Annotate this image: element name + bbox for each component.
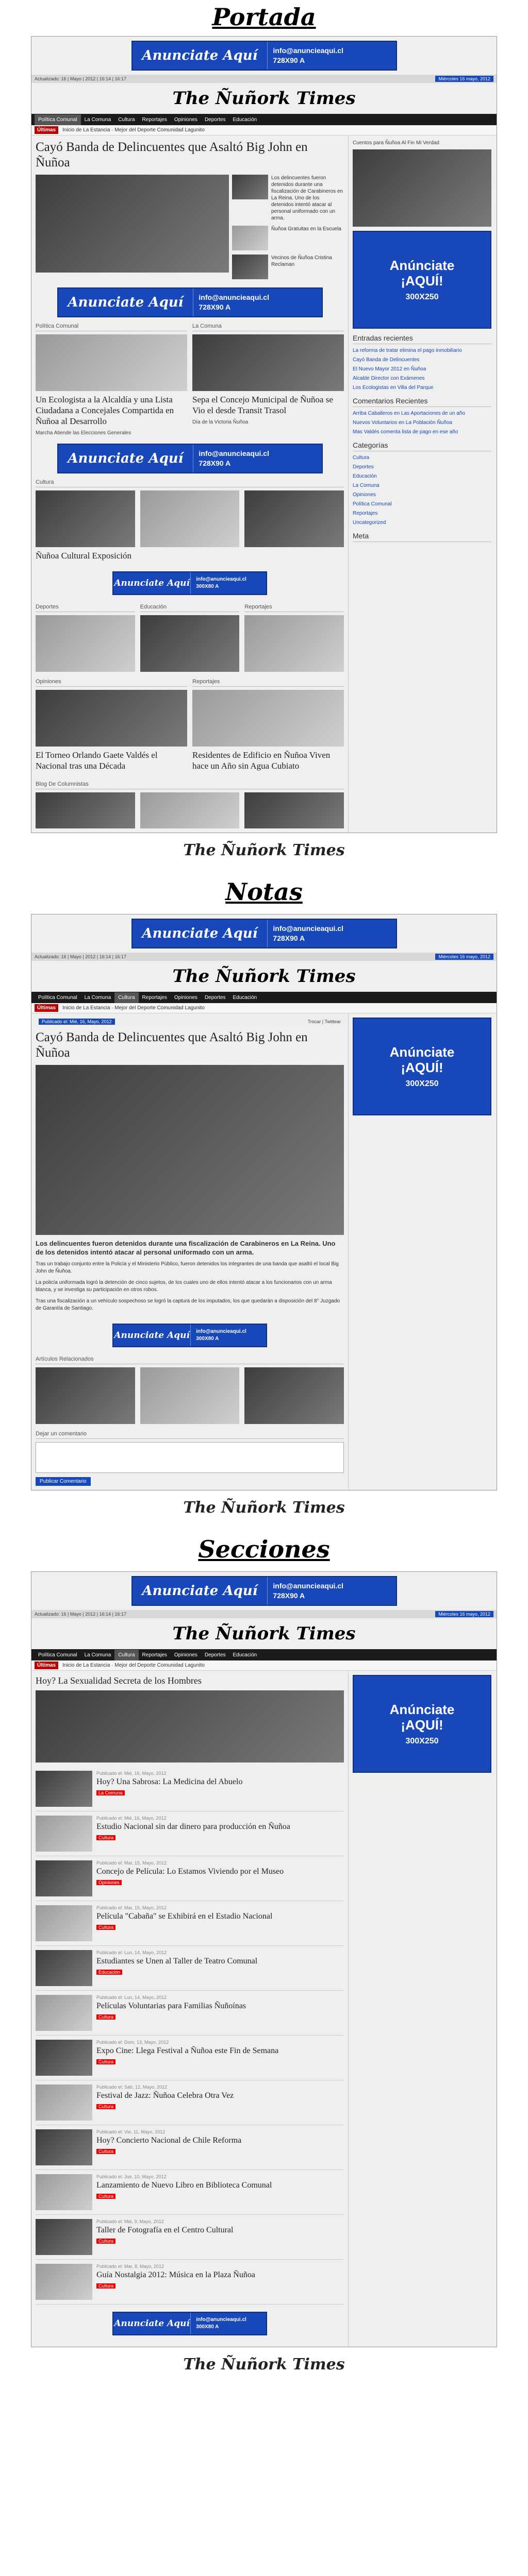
article-date: Publicado el: Mié, 16, Mayo, 2012 (39, 1019, 115, 1025)
ad-email: info@anuncieaqui.cl (196, 2317, 246, 2323)
sidebar-comment[interactable]: Arriba Caballeros en Las Aportaciones de un año (353, 411, 465, 416)
ticker-text[interactable]: Inicio de La Estancia · Mejor del Deporte Comunidad Lagunito (62, 1005, 205, 1011)
topbar (31, 1610, 497, 1618)
listing-title[interactable]: Concejo de Película: Lo Estamos Viviendo por el Museo (96, 1867, 284, 1876)
politica-story-2[interactable]: Marcha Atiende las Elecciones Generales (36, 430, 131, 436)
col-politica (36, 321, 187, 439)
hero-side-text-3: Vecinos de Ñuñoa Cristina Reclaman (271, 255, 332, 267)
politica-image[interactable] (36, 334, 187, 391)
listing-category-badge[interactable]: Cultura (96, 2104, 116, 2109)
listing-date: Publicado el: Mar, 15, Mayo, 2012 (96, 1905, 167, 1910)
article-p3: Tras una fiscalización a un vehículo sospechoso se logró la captura de los imputados, los que quedarán a disposición del 8° Juzgado de Garantía de Santiago. (36, 1298, 340, 1311)
sidebar-category[interactable]: Reportajes (353, 511, 378, 516)
listing-thumb (36, 2084, 92, 2121)
mid-ad-row-2 (36, 439, 344, 478)
article-ad-row (36, 1316, 344, 1354)
listing-title[interactable]: Estudio Nacional sin dar dinero para producción en Ñuñoa (96, 1822, 290, 1831)
listing-title[interactable]: Expo Cine: Llega Festival a Ñuñoa este Fin de Semana (96, 2046, 279, 2055)
ad-brand: Anunciate Aquí (114, 2318, 190, 2329)
notas-grid (31, 1013, 497, 1490)
cultura-image-2 (140, 490, 240, 547)
side-ad-line2: ¡AQUÍ! (401, 1717, 443, 1733)
section-head-deportes[interactable]: Deportes (36, 602, 135, 612)
article-lead: Los delincuentes fueron detenidos durante una fiscalización de Carabineros en La Reina. Uno de los detenidos intentó atacar al personal uniformado con un arma. (36, 1240, 336, 1256)
nav-item-reportajes[interactable]: Reportajes (142, 1652, 167, 1658)
cultura-item-1[interactable] (36, 490, 135, 547)
side-ad-num: 300X250 (405, 1737, 439, 1745)
related-image-2 (140, 1367, 240, 1424)
part-title-portada: Portada (212, 3, 316, 31)
ad-brand: Anunciate Aquí (142, 48, 258, 63)
sidebar-category[interactable]: Educación (353, 473, 377, 479)
related-item-2[interactable] (140, 1367, 240, 1424)
secciones-main (31, 1671, 348, 2347)
topbar-updated: Actualizado: 16 | Mayo | 2012 | 16:14 | 16:17 (35, 76, 126, 81)
listing-title[interactable]: Festival de Jazz: Ñuñoa Celebra Otra Vez (96, 2091, 234, 2100)
sidebar-category[interactable]: Opiniones (353, 492, 376, 498)
ad-contact (267, 42, 395, 70)
hero-row (36, 175, 344, 283)
side-ad-line1: Anúnciate (389, 1044, 455, 1060)
listing-date: Publicado el: Mié, 16, Mayo, 2012 (96, 1816, 167, 1821)
notas-frame (31, 914, 497, 1490)
sidebar-comment[interactable]: Nuevos Voluntarios en La Población Ñuñoa (353, 420, 452, 426)
topbar-date: Miércoles 16 mayo, 2012 (435, 76, 493, 82)
hero-side-item-3[interactable] (232, 255, 343, 279)
notas-top-ad[interactable] (131, 919, 397, 948)
listing-thumb (36, 2174, 92, 2210)
sections-row-1 (36, 321, 344, 439)
listing-date: Publicado el: Mar, 15, Mayo, 2012 (96, 1860, 167, 1866)
col-comuna (192, 321, 344, 439)
listing-item[interactable] (36, 1811, 344, 1856)
topbar (31, 75, 497, 83)
hero-side-item-2[interactable] (232, 226, 343, 250)
article-image[interactable] (36, 1065, 344, 1235)
sidebar-image[interactable] (353, 149, 491, 227)
listing-date: Publicado el: Mié, 16, Mayo, 2012 (96, 1771, 167, 1776)
listing-category-badge[interactable]: Opiniones (96, 1880, 122, 1885)
secciones-mid-ad[interactable] (112, 2312, 267, 2335)
listing-title[interactable]: Guía Nostalgia 2012: Música en la Plaza Ñuñoa (96, 2270, 255, 2279)
secciones-top-ad[interactable] (131, 1576, 397, 1606)
section-head-reportajes[interactable]: Reportajes (244, 602, 344, 612)
ad-phone: 300X80 A (196, 2324, 219, 2330)
nav-item-educacion[interactable]: Educación (233, 1652, 257, 1658)
listing-body (96, 2084, 234, 2121)
comuna-title[interactable]: Sepa el Concejo Municipal de Ñuñoa se Vio el desde Transit Trasol (192, 395, 333, 415)
hero-side-thumb-2 (232, 226, 268, 250)
portada-sidebar (348, 135, 496, 833)
listing-category-badge[interactable]: La Comuna (96, 1790, 125, 1795)
nav-item-reportajes[interactable]: Reportajes (142, 116, 167, 123)
deportes-image[interactable] (36, 615, 135, 672)
listing-thumb (36, 1995, 92, 2031)
opiniones-title[interactable]: El Torneo Orlando Gaete Valdés el Nacional tras una Década (36, 750, 158, 771)
nav-item-comuna[interactable]: La Comuna (84, 994, 111, 1001)
section-head-opiniones[interactable]: Opiniones (36, 677, 187, 687)
listing-date: Publicado el: Mar, 8, Mayo, 2012 (96, 2264, 164, 2269)
listing-item[interactable] (36, 1856, 344, 1901)
secciones-sidebar (348, 1671, 496, 2347)
nav-item-deportes[interactable]: Deportes (204, 116, 226, 123)
nav-item-cultura[interactable]: Cultura (114, 992, 138, 1003)
listing-item[interactable] (36, 1946, 344, 1991)
listing-item[interactable] (36, 1901, 344, 1946)
footer-logo-1[interactable]: The Ñuñork Times (183, 841, 345, 859)
ad-contact (190, 572, 266, 594)
ad-brand: Anunciate Aquí (142, 1583, 258, 1599)
educacion-image[interactable] (140, 615, 240, 672)
listing-title[interactable]: Película "Cabaña" se Exhibirá en el Estadio Nacional (96, 1912, 273, 1921)
nav-item-politica[interactable]: Política Comunal (35, 114, 81, 125)
nav-item-educacion[interactable]: Educación (233, 116, 257, 123)
ad-phone: 728X90 A (273, 56, 305, 64)
ad-brand: Anunciate Aquí (68, 451, 184, 466)
sidebar-entry[interactable]: El Nuevo Mayor 2012 en Ñuñoa (353, 366, 426, 372)
main-nav (31, 114, 497, 125)
col-reportajes (244, 602, 344, 672)
col-opiniones (36, 677, 187, 774)
side-ad-line2: ¡AQUÍ! (401, 273, 443, 289)
secciones-mid-ad-row (36, 2304, 344, 2343)
ad-email: info@anuncieaqui.cl (273, 924, 343, 933)
blog-image-3 (244, 792, 344, 828)
cultura-image-3 (244, 490, 344, 547)
ad-brand: Anunciate Aquí (114, 578, 190, 588)
cultura-item-2[interactable] (140, 490, 240, 547)
related-image-3 (244, 1367, 344, 1424)
ad-phone: 728X90 A (199, 459, 231, 467)
listing-date: Publicado el: Lun, 14, Mayo, 2012 (96, 1995, 167, 2000)
footer-logo-2[interactable]: The Ñuñork Times (183, 1499, 345, 1517)
topbar-date: Miércoles 16 mayo, 2012 (435, 1611, 493, 1617)
side-ad-line1: Anúnciate (389, 258, 455, 273)
site-logo[interactable]: The Ñuñork Times (172, 966, 356, 987)
ticker (31, 1003, 497, 1013)
ticker-label: Últimas (35, 126, 58, 134)
sidebar-entry[interactable]: Alcalde Director con Exámenes (353, 376, 425, 381)
notas-main (31, 1013, 348, 1490)
listing-thumb (36, 2264, 92, 2300)
listing-date: Publicado el: Dom, 13, Mayo, 2012 (96, 2040, 169, 2045)
secciones-hero-image[interactable] (36, 1690, 344, 1762)
listing-category-badge[interactable]: Cultura (96, 2059, 116, 2064)
mid-ad-row-3 (36, 564, 344, 602)
reportajes-image[interactable] (244, 615, 344, 672)
sidebar-category[interactable]: Cultura (353, 455, 370, 461)
comuna-image[interactable] (192, 334, 344, 391)
ad-phone: 728X90 A (273, 934, 305, 942)
sidebar-big-ad[interactable] (353, 231, 491, 329)
site-logo[interactable]: The Ñuñork Times (172, 1623, 356, 1644)
listing-item[interactable] (36, 2170, 344, 2215)
mid-ad-banner-2[interactable] (57, 444, 323, 473)
ad-email: info@anuncieaqui.cl (273, 1582, 343, 1590)
hero-side-item[interactable] (232, 175, 343, 222)
listing-body (96, 2219, 233, 2255)
nav-item-educacion[interactable]: Educación (233, 994, 257, 1001)
hero-side-text-2: Ñuñoa Gratuitas en la Escuela (271, 226, 341, 232)
nav-item-deportes[interactable]: Deportes (204, 1652, 226, 1658)
listing-date: Publicado el: Mié, 9, Mayo, 2012 (96, 2219, 164, 2224)
sidebar-category[interactable]: Deportes (353, 464, 374, 470)
related-head: Artículos Relacionados (36, 1354, 344, 1364)
ticker-text[interactable]: Inicio de La Estancia · Mejor del Deporte Comunidad Lagunito (62, 1663, 205, 1668)
part-title-notas: Notas (225, 878, 303, 906)
main-nav (31, 992, 497, 1003)
article-p1: Tras un trabajo conjunto entre la Policía y el Ministerio Público, fueron detenidos los integrantes de una banda que asaltó el local Big John de Ñuñoa. (36, 1261, 339, 1274)
secciones-head[interactable]: Hoy? La Sexualidad Secreta de los Hombres (36, 1675, 202, 1686)
ad-phone: 728X90 A (273, 1591, 305, 1600)
listing-title[interactable]: Taller de Fotografía en el Centro Cultural (96, 2226, 234, 2234)
portada-frame (31, 36, 497, 833)
article-title: Cayó Banda de Delincuentes que Asaltó Big John en Ñuñoa (36, 1030, 308, 1060)
nav-item-politica[interactable]: Política Comunal (38, 1652, 77, 1658)
section-head-educacion[interactable]: Educación (140, 602, 240, 612)
nav-item-deportes[interactable]: Deportes (204, 994, 226, 1001)
hero-image[interactable] (36, 175, 229, 273)
nav-item-opiniones[interactable]: Opiniones (174, 994, 197, 1001)
nav-item-reportajes[interactable]: Reportajes (142, 994, 167, 1001)
blog-image-1 (36, 792, 135, 828)
sections-row-2 (36, 602, 344, 672)
listing-title[interactable]: Películas Voluntarias para Familias Ñuñoínas (96, 2002, 246, 2010)
sidebar-head-news[interactable]: Cuentos para Ñuñoa Al Fin Mi Verdad (353, 140, 439, 146)
listing-item[interactable] (36, 1991, 344, 2036)
listing-body (96, 2174, 272, 2210)
listing-thumb (36, 2040, 92, 2076)
ad-phone: 300X80 A (196, 1336, 219, 1342)
listing-title[interactable]: Hoy? Una Sabrosa: La Medicina del Abuelo (96, 1777, 243, 1786)
listing-item[interactable] (36, 2260, 344, 2304)
section-head-reportajes-2[interactable]: Reportajes (192, 677, 344, 687)
listing-date: Publicado el: Sáb, 12, Mayo, 2012 (96, 2084, 168, 2090)
side-ad-num: 300X250 (405, 1079, 439, 1088)
reply-head: Dejar un comentario (36, 1429, 344, 1439)
col-reportajes-2 (192, 677, 344, 774)
top-ad-row (31, 37, 497, 75)
listing-body (96, 1950, 257, 1986)
listing-category-badge[interactable]: Cultura (96, 1835, 116, 1840)
side-ad-num: 300X250 (405, 293, 439, 301)
listing-thumb (36, 1905, 92, 1941)
topbar-updated: Actualizado: 16 | Mayo | 2012 | 16:14 | 16:17 (35, 954, 126, 959)
site-logo[interactable]: The Ñuñork Times (172, 88, 356, 109)
ad-phone: 300X80 A (196, 584, 219, 589)
article-p2: La policía uniformada logró la detención de cinco sujetos, de los cuales uno de ellos intentó atacar a los funcionarios con un arma blanca, y se investiga su participación en otros robos. (36, 1280, 332, 1293)
col-educacion (140, 602, 240, 672)
ad-contact (190, 1325, 266, 1346)
sections-row-3 (36, 677, 344, 774)
ad-contact (193, 289, 321, 316)
listing-body (96, 1860, 284, 1896)
ad-contact (267, 1577, 395, 1605)
side-ad-line2: ¡AQUÍ! (401, 1060, 443, 1075)
secciones-sidebar-ad[interactable] (353, 1675, 491, 1773)
related-image-1 (36, 1367, 135, 1424)
comuna-story-2[interactable]: Día de la Victoria Ñuñoa (192, 419, 249, 425)
listing-category-badge[interactable]: Cultura (96, 1925, 116, 1930)
blog-item-1[interactable] (36, 792, 135, 828)
reportajes-title-2[interactable]: Residentes de Edificio en Ñuñoa Viven hace un Año sin Agua Cubiato (192, 750, 331, 771)
ticker-label: Últimas (35, 1004, 58, 1012)
nav-item-comuna[interactable]: La Comuna (84, 1652, 111, 1658)
nav-item-cultura[interactable]: Cultura (118, 116, 135, 123)
secciones-grid (31, 1671, 497, 2347)
sidebar-comentarios-title: Comentarios Recientes (353, 397, 491, 407)
small-ad-1[interactable] (112, 571, 267, 595)
listing-thumb (36, 1860, 92, 1896)
ad-phone: 728X90 A (199, 303, 231, 311)
nav-item-politica[interactable]: Política Comunal (38, 994, 77, 1001)
listing-category-badge[interactable]: Cultura (96, 2239, 116, 2244)
nav-item-opiniones[interactable]: Opiniones (174, 1652, 197, 1658)
listing-item[interactable] (36, 2215, 344, 2260)
blog-item-3[interactable] (244, 792, 344, 828)
mid-ad-banner[interactable] (57, 287, 323, 317)
listing-item[interactable] (36, 2080, 344, 2125)
listing-title[interactable]: Hoy? Concierto Nacional de Chile Reforma (96, 2136, 242, 2145)
listing-category-badge[interactable]: Cultura (96, 2149, 116, 2154)
sidebar-entradas-title: Entradas recientes (353, 334, 491, 344)
article-ad[interactable] (112, 1324, 267, 1347)
listing-category-badge[interactable]: Cultura (96, 2283, 116, 2289)
related-row (36, 1367, 344, 1424)
related-item-1[interactable] (36, 1367, 135, 1424)
secciones-frame (31, 1571, 497, 2347)
top-ad-banner[interactable] (131, 41, 397, 71)
section-head-cultura[interactable]: Cultura (36, 478, 344, 487)
ad-contact (193, 445, 321, 472)
article-share[interactable]: Trocar | Twittear (307, 1019, 341, 1024)
listing-thumb (36, 1950, 92, 1986)
cultura-image-1 (36, 490, 135, 547)
ad-email: info@anuncieaqui.cl (199, 449, 269, 457)
section-head-politica[interactable]: Política Comunal (36, 321, 187, 331)
listing-item[interactable] (36, 2036, 344, 2080)
ad-email: info@anuncieaqui.cl (199, 293, 269, 301)
cultura-title[interactable]: Ñuñoa Cultural Exposición (36, 551, 132, 561)
comment-submit-button[interactable]: Publicar Comentario (36, 1477, 91, 1486)
listing-category-badge[interactable]: Cultura (96, 2014, 116, 2020)
listing-item[interactable] (36, 2125, 344, 2170)
main-nav (31, 1649, 497, 1660)
blog-row (36, 792, 344, 828)
portada-grid (31, 135, 497, 833)
listing-body (96, 2264, 255, 2300)
listing-date: Publicado el: Lun, 14, Mayo, 2012 (96, 1950, 167, 1955)
listing-body (96, 1995, 246, 2031)
ad-brand: Anunciate Aquí (114, 1330, 190, 1341)
ticker (31, 125, 497, 135)
listing-date: Publicado el: Vie, 11, Mayo, 2012 (96, 2129, 166, 2134)
ad-contact (190, 2313, 266, 2334)
secciones-top-ad-row (31, 1572, 497, 1610)
listing-thumb (36, 1816, 92, 1852)
listing-item[interactable] (36, 1767, 344, 1811)
listing-body (96, 2129, 241, 2165)
nav-item-cultura[interactable]: Cultura (114, 1650, 138, 1660)
listing-thumb (36, 2129, 92, 2165)
col-deportes (36, 602, 135, 672)
topbar-date: Miércoles 16 mayo, 2012 (435, 954, 493, 960)
ticker-label: Últimas (35, 1662, 58, 1669)
part-title-secciones: Secciones (198, 1535, 330, 1563)
listing-body (96, 1771, 242, 1807)
listing-body (96, 1905, 272, 1941)
sidebar-categorias-title: Categorías (353, 441, 491, 451)
listing-title[interactable]: Lanzamiento de Nuevo Libro en Biblioteca Comunal (96, 2181, 272, 2190)
listing-title[interactable]: Estudiantes se Unen al Taller de Teatro Comunal (96, 1957, 258, 1965)
related-item-3[interactable] (244, 1367, 344, 1424)
opiniones-image[interactable] (36, 690, 187, 747)
hero-side-text: Los delincuentes fueron detenidos durante una fiscalización de Carabineros en La Reina. Uno de los detenidos intentó atacar al personal uniformado con un arma. (271, 175, 343, 221)
ticker-text[interactable]: Inicio de La Estancia · Mejor del Deporte Comunidad Lagunito (62, 127, 205, 133)
notas-sidebar (348, 1013, 496, 1490)
side-ad-line1: Anúnciate (389, 1702, 455, 1717)
sidebar-category[interactable]: La Comuna (353, 483, 380, 488)
sidebar-entry[interactable]: Los Ecologistas en Villa del Parque (353, 385, 434, 391)
footer-logo-3[interactable]: The Ñuñork Times (183, 2355, 345, 2374)
notas-top-ad-row (31, 914, 497, 953)
listing-category-badge[interactable]: Cultura (96, 2194, 116, 2199)
ad-brand: Anunciate Aquí (68, 295, 184, 310)
section-head-comuna[interactable]: La Comuna (192, 321, 344, 331)
cultura-row (36, 490, 344, 547)
sidebar-entry[interactable]: La reforma de tratar elimina el pago inmobiliario (353, 348, 462, 353)
portada-main (31, 135, 348, 833)
listing-thumb (36, 1771, 92, 1807)
reportajes-image-2[interactable] (192, 690, 344, 747)
ad-brand: Anunciate Aquí (142, 926, 258, 941)
listing-date: Publicado el: Jue, 10, Mayo, 2012 (96, 2174, 167, 2179)
hero-text (232, 175, 343, 283)
listing-category-badge[interactable]: Educación (96, 1970, 122, 1975)
sidebar-category[interactable]: Uncategorized (353, 520, 386, 526)
comment-textarea[interactable] (36, 1442, 344, 1473)
listing-body (96, 2040, 278, 2076)
blog-image-2 (140, 792, 240, 828)
sidebar-category[interactable]: Política Comunal (353, 501, 392, 507)
sidebar-comment[interactable]: Mas Valdés comenta lista de pago en ese año (353, 429, 458, 435)
article-meta (36, 1018, 344, 1026)
blog-item-2[interactable] (140, 792, 240, 828)
ad-contact (267, 920, 395, 947)
sidebar-meta-title: Meta (353, 532, 491, 542)
ad-email: info@anuncieaqui.cl (273, 46, 343, 55)
ad-email: info@anuncieaqui.cl (196, 577, 246, 582)
listing-thumb (36, 2219, 92, 2255)
ticker (31, 1660, 497, 1671)
topbar-updated: Actualizado: 16 | Mayo | 2012 | 16:14 | 16:17 (35, 1612, 126, 1617)
section-head-blog[interactable]: Blog De Columnistas (36, 779, 344, 789)
politica-title[interactable]: Un Ecologista a la Alcaldía y una Lista Ciudadana a Concejales Compartida en Ñuñoa al Desarrollo (36, 395, 174, 426)
hero-side-thumb (232, 175, 268, 199)
hero-title[interactable]: Cayó Banda de Delincuentes que Asaltó Big John en Ñuñoa (36, 140, 308, 170)
topbar (31, 953, 497, 961)
ad-email: info@anuncieaqui.cl (196, 1329, 246, 1334)
nav-item-comuna[interactable]: La Comuna (84, 116, 111, 123)
listing-body (96, 1816, 290, 1852)
nav-item-opiniones[interactable]: Opiniones (174, 116, 197, 123)
sidebar-entry[interactable]: Cayó Banda de Delincuentes (353, 357, 420, 363)
cultura-item-3[interactable] (244, 490, 344, 547)
notas-sidebar-ad[interactable] (353, 1018, 491, 1115)
hero-side-thumb-3 (232, 255, 268, 279)
mid-ad-row (36, 283, 344, 321)
